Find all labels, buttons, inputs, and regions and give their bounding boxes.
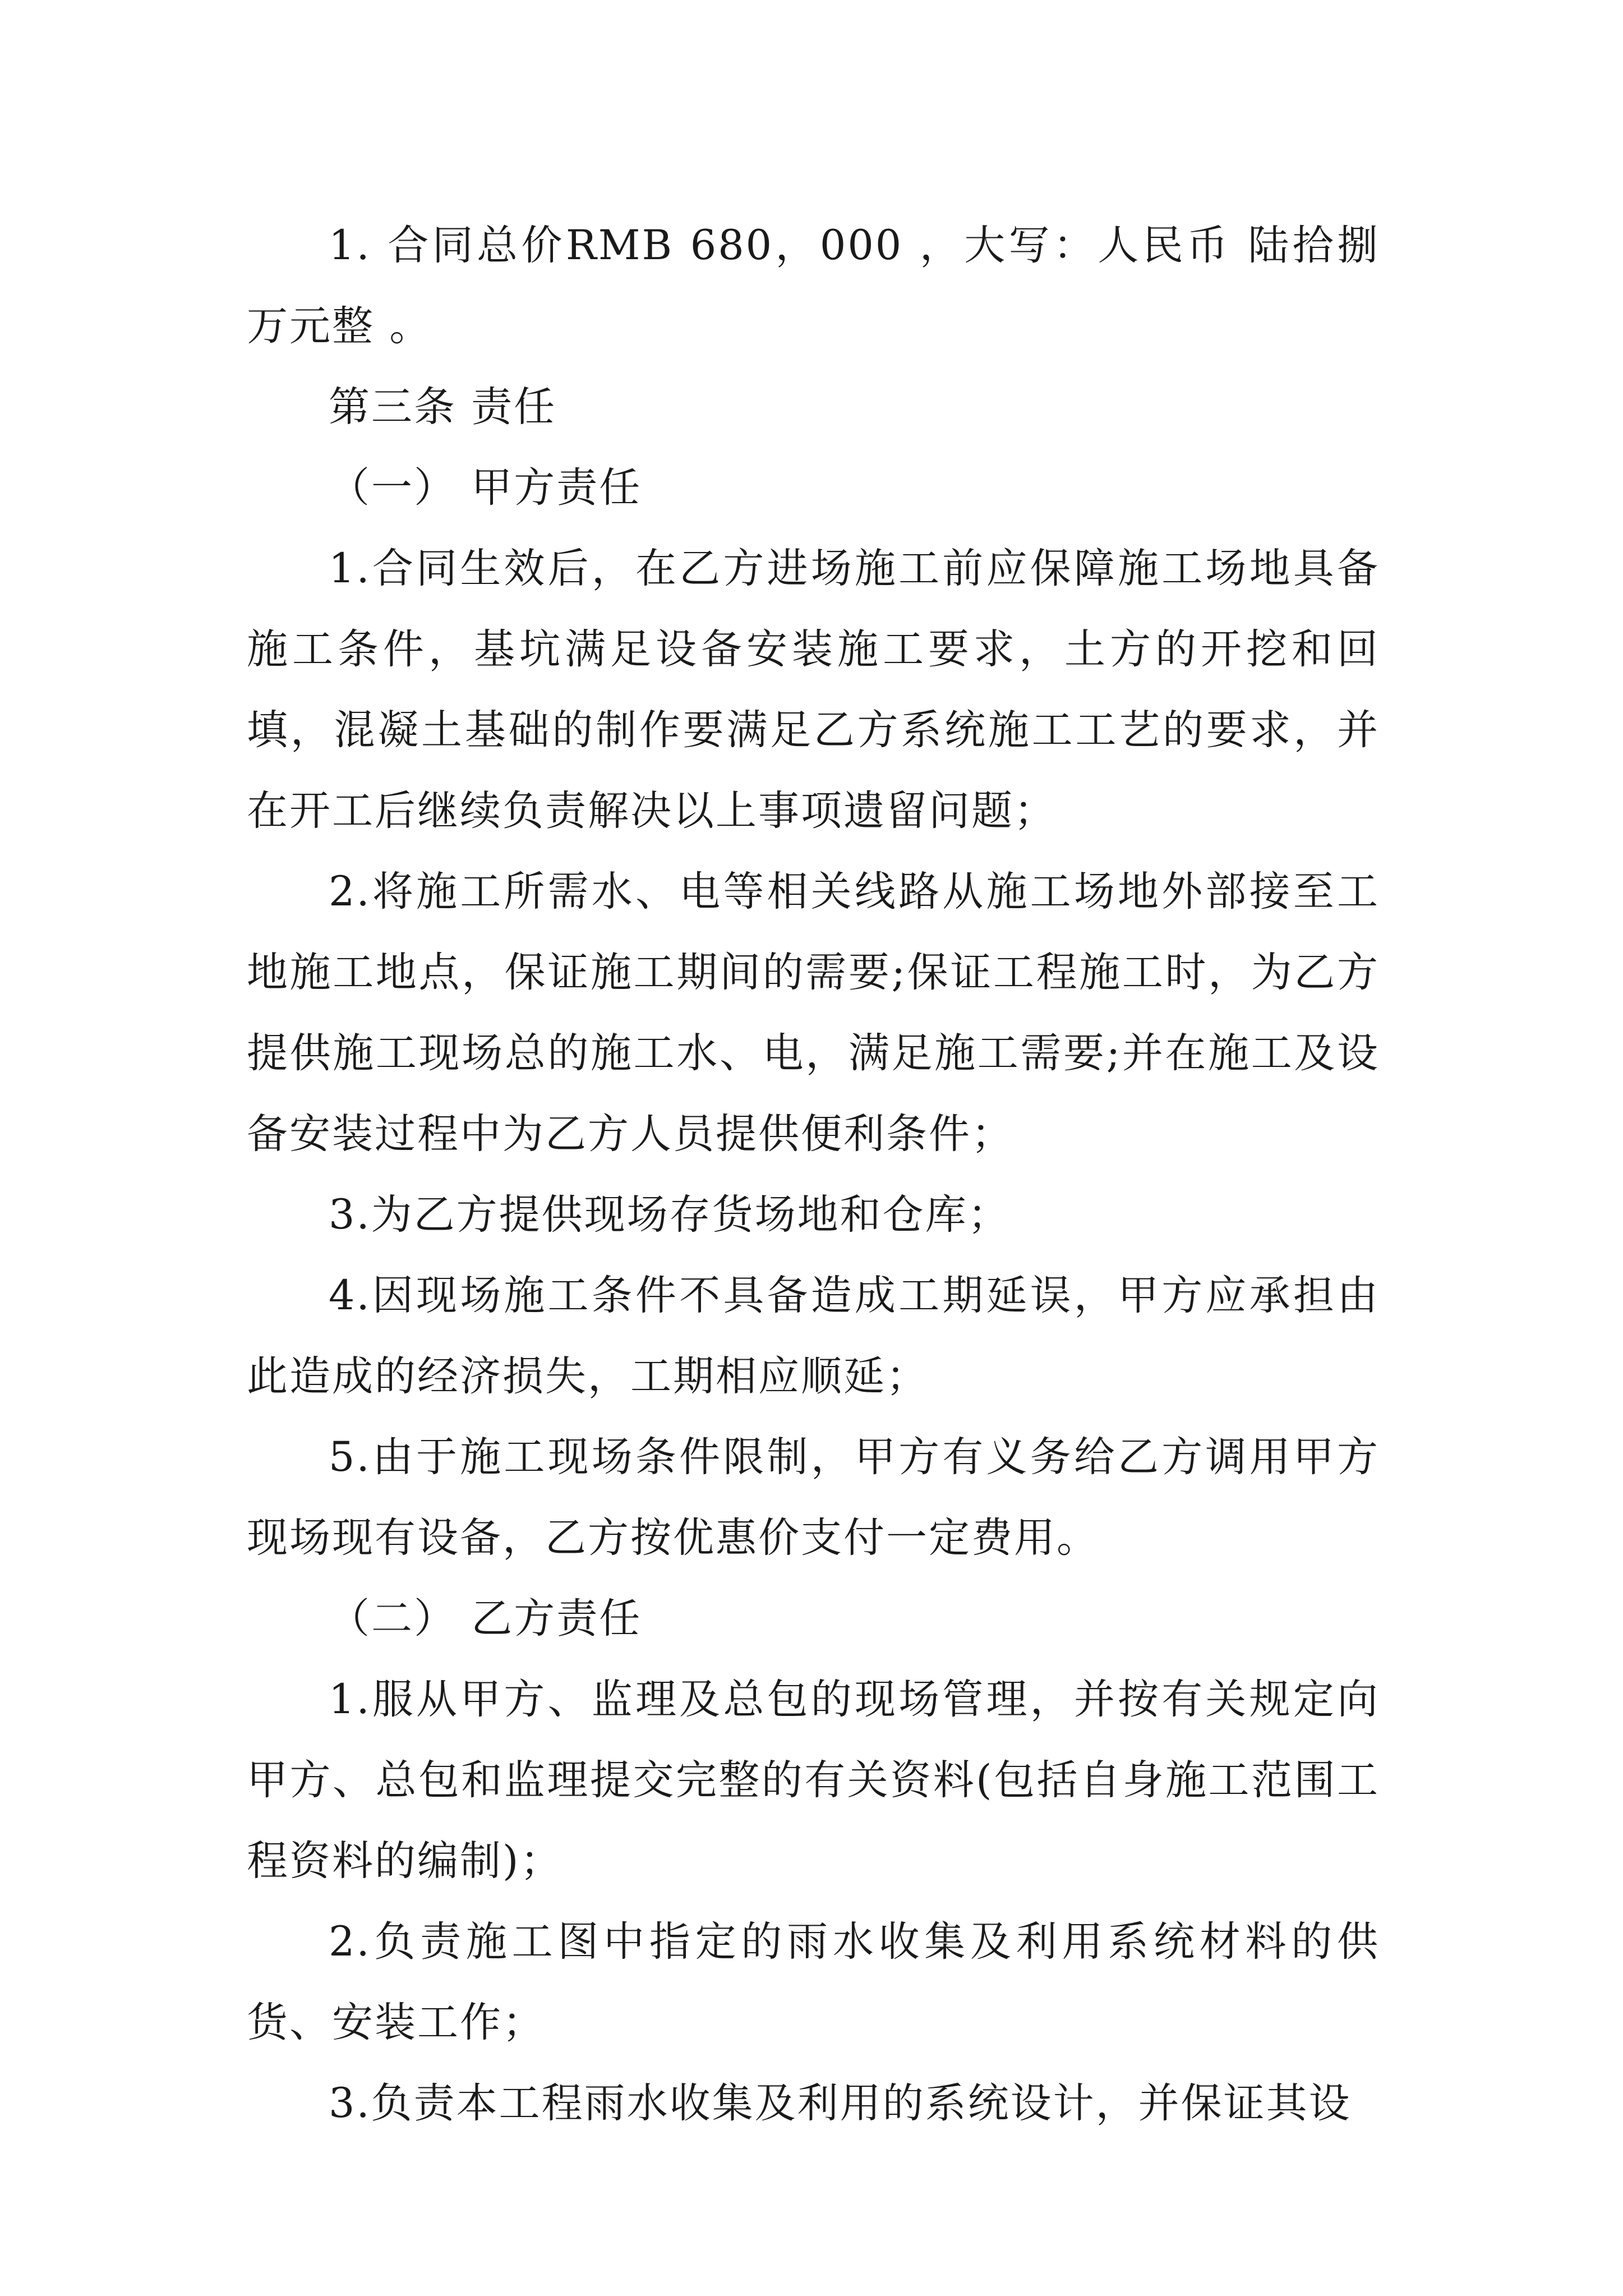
party-a-item-3: 3.为乙方提供现场存货场地和仓库； (329, 1191, 1011, 1239)
party-a-item-4: 4.因现场施工条件不具备造成工期延误，甲方应承担由此造成的经济损失，工期相应顺延； (247, 1272, 1380, 1400)
article-three-heading: 第三条 责任 (329, 383, 557, 431)
document-body (247, 205, 1380, 2144)
contract-total-price-paragraph: 1. 合同总价RMB 680，000 ，大写：人民币 陆拾捌万元整 。 (247, 222, 1380, 350)
party-a-responsibility-heading: （一） 甲方责任 (329, 464, 642, 512)
party-b-item-2: 2.负责施工图中指定的雨水收集及利用系统材料的供货、安装工作； (247, 1918, 1380, 2046)
party-b-responsibility-heading: （二） 乙方责任 (329, 1595, 642, 1642)
party-b-item-1: 1.服从甲方、监理及总包的现场管理，并按有关规定向甲方、总包和监理提交完整的有关资料(包括自身施工范围工程资料的编制)； (247, 1676, 1380, 1885)
party-a-item-2: 2.将施工所需水、电等相关线路从施工场地外部接至工地施工地点，保证施工期间的需要;保证工程施工时，为乙方提供施工现场总的施工水、电，满足施工需要;并在施工及设备安装过程中为乙方人员提供便利条件； (247, 868, 1380, 1158)
party-a-item-1: 1.合同生效后，在乙方进场施工前应保障施工场地具备施工条件，基坑满足设备安装施工要求，土方的开挖和回填，混凝土基础的制作要满足乙方系统施工工艺的要求，并在开工后继续负责解决以上事项遗留问题； (247, 545, 1380, 835)
party-a-item-5: 5.由于施工现场条件限制，甲方有义务给乙方调用甲方现场现有设备，乙方按优惠价支付一定费用。 (247, 1433, 1380, 1562)
party-b-item-3: 3.负责本工程雨水收集及利用的系统设计，并保证其设 (329, 2079, 1352, 2127)
